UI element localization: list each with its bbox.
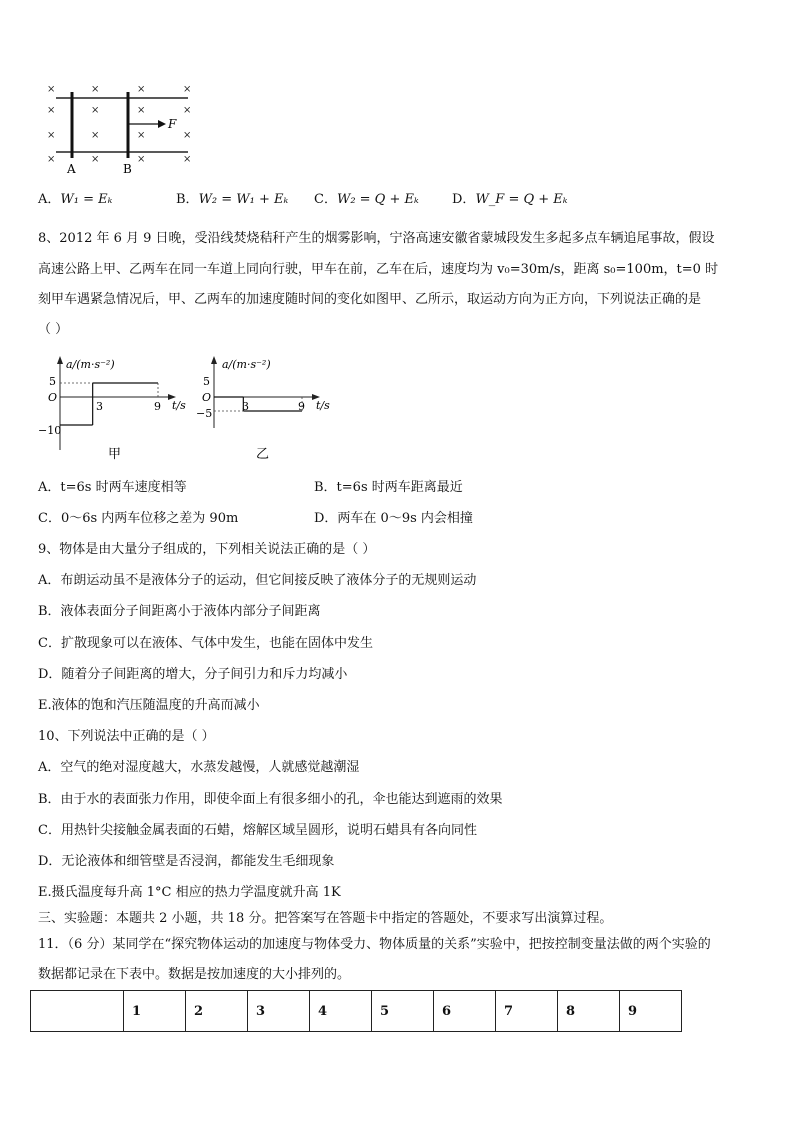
graph-jia-y-tick-neg10: −10 (38, 424, 62, 437)
graph-jia-y-tick-5: 5 (49, 375, 56, 388)
table-cell: 6 (434, 991, 496, 1032)
graph-jia-x-tick-3: 3 (96, 400, 103, 413)
q9-stem: 9、物体是由大量分子组成的，下列相关说法正确的是（ ） (38, 542, 376, 557)
table-cell (31, 991, 124, 1032)
table-cell: 8 (558, 991, 620, 1032)
q10-option-c: C．用热针尖接触金属表面的石蜡，熔解区域呈圆形，说明石蜡具有各向同性 (38, 823, 477, 838)
graph-yi-series (214, 397, 302, 411)
graph-yi-caption: 乙 (256, 447, 270, 462)
field-cross-mark: × (183, 105, 192, 116)
q7-option-b: B．W₂ = W₁ + Eₖ (176, 192, 289, 207)
q8-option-c: C．0～6s 内两车位移之差为 90m (38, 511, 239, 526)
field-cross-mark: × (137, 154, 146, 165)
graph-yi-x-tick-3: 3 (242, 400, 249, 413)
graph-yi-y-tick-5: 5 (203, 375, 210, 388)
q9-option-c: C．扩散现象可以在液体、气体中发生，也能在固体中发生 (38, 636, 373, 651)
field-cross-mark: × (47, 84, 56, 95)
q8-option-b: B．t=6s 时两车距离最近 (314, 480, 463, 495)
table-cell: 4 (310, 991, 372, 1032)
field-cross-mark: × (137, 105, 146, 116)
field-cross-mark: × (91, 84, 100, 95)
rail-field-figure (40, 78, 200, 178)
force-arrow-head (158, 120, 166, 128)
graph-yi-y-label: a/(m·s⁻²) (222, 358, 271, 371)
q9-option-a: A．布朗运动虽不是液体分子的运动，但它间接反映了液体分子的无规则运动 (38, 573, 477, 588)
graph-jia-origin: O (48, 391, 58, 404)
table-cell: 9 (620, 991, 682, 1032)
field-cross-mark: × (91, 105, 100, 116)
q8-stem-line-4: （ ） (38, 322, 69, 337)
table-cell: 7 (496, 991, 558, 1032)
q10-option-e: E.摄氏温度每升高 1°C 相应的热力学温度就升高 1K (38, 885, 341, 900)
q11-data-table (30, 990, 682, 1032)
table-cell: 3 (248, 991, 310, 1032)
q8-option-a: A．t=6s 时两车速度相等 (38, 480, 187, 495)
force-label: F (168, 117, 177, 131)
rod-b-label: B (123, 162, 132, 176)
graph-yi-origin: O (202, 391, 212, 404)
table-cell: 2 (186, 991, 248, 1032)
q10-stem: 10、下列说法中正确的是（ ） (38, 729, 215, 744)
graph-jia (36, 354, 186, 464)
q9-option-d: D．随着分子间距离的增大，分子间引力和斥力均减小 (38, 667, 348, 682)
graph-yi-x-tick-9: 9 (298, 400, 305, 413)
field-cross-mark: × (91, 154, 100, 165)
graph-yi (196, 354, 346, 464)
q10-option-a: A．空气的绝对湿度越大，水蒸发越慢，人就感觉越潮湿 (38, 760, 360, 775)
field-cross-mark: × (183, 154, 192, 165)
graph-jia-x-label: t/s (172, 399, 186, 412)
q8-stem-line-2: 高速公路上甲、乙两车在同一车道上同向行驶，甲车在前，乙车在后，速度均为 v₀=30m/s，距离 s₀=100m，t=0 时 (38, 262, 719, 277)
graph-yi-y-tick-neg5: −5 (196, 407, 213, 420)
table-cell: 5 (372, 991, 434, 1032)
field-cross-mark: × (183, 84, 192, 95)
graph-yi-x-label: t/s (316, 399, 330, 412)
rod-a-label: A (67, 162, 76, 176)
q9-option-e: E.液体的饱和汽压随温度的升高而减小 (38, 698, 260, 713)
graph-jia-caption: 甲 (108, 447, 122, 462)
field-cross-mark: × (47, 154, 56, 165)
field-cross-mark: × (183, 130, 192, 141)
q8-option-d: D．两车在 0～9s 内会相撞 (314, 511, 473, 526)
q9-option-b: B．液体表面分子间距离小于液体内部分子间距离 (38, 604, 321, 619)
field-cross-mark: × (47, 105, 56, 116)
table-cell: 1 (124, 991, 186, 1032)
q8-stem-line-1: 8、2012 年 6 月 9 日晚，受沿线焚烧秸秆产生的烟雾影响，宁洛高速安徽省蒙城段发生多起多点车辆追尾事故，假设 (38, 231, 715, 246)
q7-option-d: D．W_F = Q + Eₖ (452, 192, 568, 207)
table-row (31, 991, 682, 1032)
graph-jia-series (60, 383, 158, 425)
graph-jia-y-arrow (57, 356, 63, 364)
field-cross-mark: × (47, 130, 56, 141)
graph-jia-x-tick-9: 9 (154, 400, 161, 413)
q10-option-b: B．由于水的表面张力作用，即使伞面上有很多细小的孔，伞也能达到遮雨的效果 (38, 792, 503, 807)
q8-stem-line-3: 刻甲车遇紧急情况后，甲、乙两车的加速度随时间的变化如图甲、乙所示，取运动方向为正方向，下列说法正确的是 (38, 292, 702, 307)
q7-option-a: A．W₁ = Eₖ (38, 192, 113, 207)
section-3-heading: 三、实验题：本题共 2 小题，共 18 分。把答案写在答题卡中指定的答题处，不要求写出演算过程。 (38, 911, 613, 926)
field-cross-mark: × (137, 84, 146, 95)
q11-stem-line-1: 11．（6 分）某同学在“探究物体运动的加速度与物体受力、物体质量的关系”实验中，把按控制变量法做的两个实验的 (38, 937, 711, 952)
q10-option-d: D．无论液体和细管壁是否浸润，都能发生毛细现象 (38, 854, 335, 869)
graph-yi-y-arrow (211, 356, 217, 364)
graph-jia-y-label: a/(m·s⁻²) (66, 358, 115, 371)
q11-stem-line-2: 数据都记录在下表中。数据是按加速度的大小排列的。 (38, 967, 351, 982)
q7-option-c: C．W₂ = Q + Eₖ (314, 192, 419, 207)
field-cross-mark: × (91, 130, 100, 141)
field-cross-mark: × (137, 130, 146, 141)
